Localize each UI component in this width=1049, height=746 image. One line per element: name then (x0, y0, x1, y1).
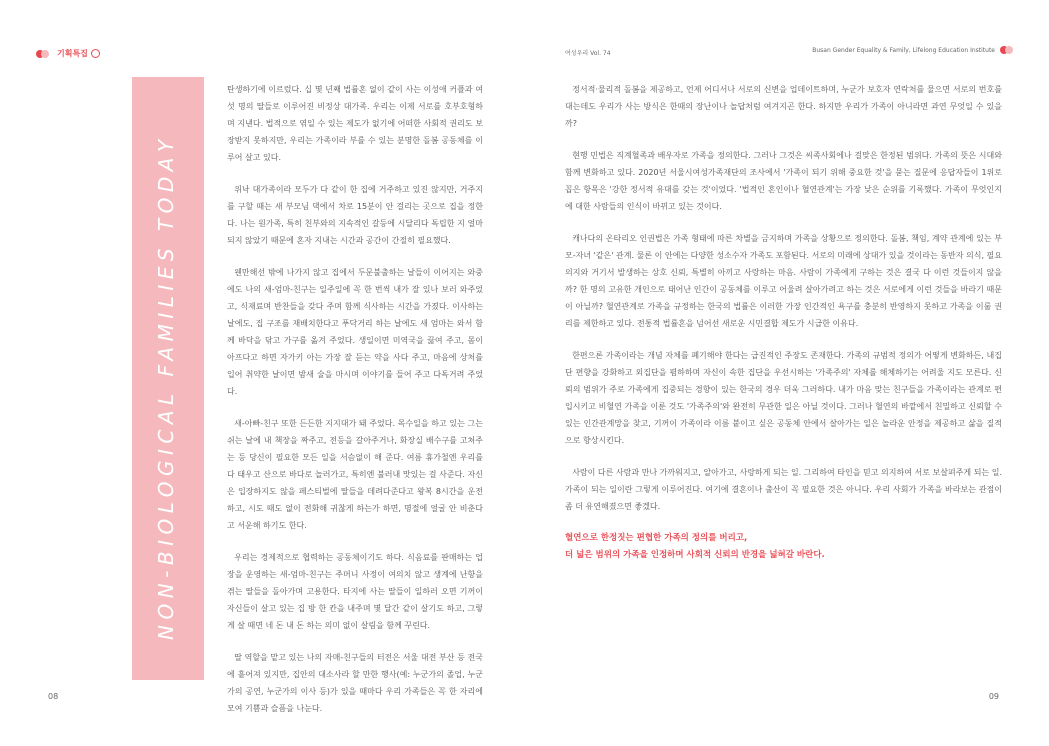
section-title: 기획특집 (57, 49, 88, 58)
paragraph: 사람이 다른 사람과 만나 가까워지고, 알아가고, 사랑하게 되는 일. 그리하여 타인을 믿고 의지하여 서로 보살펴주게 되는 일. 가족이 되는 일이란 그렇게 이루어진다. 여기에 결혼이나 출산이 꼭 필요한 것은 아니다. 우리 사회가 가족을 바라보는 관점이 좀 더 유연해졌으면 좋겠다. (565, 468, 1002, 511)
circle-icon (91, 49, 100, 58)
highlight-quote (565, 530, 1002, 564)
left-column (227, 81, 483, 732)
institute-header (812, 46, 1013, 54)
paragraph: 현행 민법은 직계혈족과 배우자로 가족을 정의한다. 그러나 그것은 씨족사회에나 걸맞은 한정된 범위다. 가족의 뜻은 시대와 함께 변화하고 있다. 2020년 서울시여성가족재단의 조사에서 '가족이 되기 위해 중요한 것'을 묻는 질문에 응답자들이 1위로 꼽은 항목은 '강한 정서적 유대를 갖는 것'이었다. '법적인 혼인이나 혈연관계'는 가장 낮은 순위를 기록했다. 가족이 무엇인지에 대한 사람들의 인식이 바뀌고 있는 것이다. (565, 151, 1002, 211)
highlight-line: 혈연으로 한정짓는 편협한 가족의 정의를 버리고, (565, 533, 748, 543)
section-header (36, 48, 100, 59)
pink-dot-icon (41, 50, 49, 58)
side-title: NON-BIOLOGICAL FAMILIES TODAY (154, 134, 178, 640)
paragraph: 정서적·물리적 돌봄을 제공하고, 언제 어디서나 서로의 신변을 업데이트하며, 누군가 보호자 연락처를 물으면 서로의 번호를 대는데도 우리가 사는 방식은 한때의 장난이나 놀답처럼 여겨지곤 한다. 하지만 우리가 가족이 아니라면 과연 무엇일 수 있을까? (565, 85, 1002, 128)
paragraph: 탄생하기에 이르렀다. 십 몇 년째 법률혼 없이 같이 사는 이성애 커플과 여섯 명의 딸들로 이루어진 비정상 대가족. 우리는 이제 서로를 호부호형하며 지낸다. 법적으로 엮일 수 있는 제도가 없기에 어떠한 사회적 권리도 보장받지 못하지만, 우리는 가족이라 부를 수 있는 분명한 돌봄 공동체를 이루어 살고 있다. (227, 85, 483, 162)
paragraph: 캐나다의 온타리오 인권법은 가족 형태에 따른 차별을 금지하며 가족을 상황으로 정의한다. 돌봄, 책임, 계약 관계에 있는 부모-자녀 '같은' 관계. 물론 이 안에는 다양한 성소수자 가족도 포함된다. 서로의 미래에 상대가 있을 것이라는 동반자 의식, 필요 의지와 거기서 발생하는 상호 신뢰, 특별히 아끼고 사랑하는 마음. 사람이 가족에게 구하는 것은 결국 다 이런 것들이지 않을까? 한 명의 고유한 개인으로 태어난 인간이 공동체를 이루고 어울려 살아가려고 하는 것은 서로에게 이런 것들을 바라기 때문이 아닐까? 혈연관계로 가족을 규정하는 한국의 법률은 이러한 가장 인간적인 욕구를 충분히 반영하지 못하고 가족을 이룰 권리를 제한하고 있다. 전통적 법률혼을 넘어선 새로운 시민결합 제도가 시급한 이유다. (565, 234, 1002, 328)
paragraph: 위낙 대가족이라 모두가 다 같이 한 집에 거주하고 있진 않지만, 거주지를 구할 때는 새 부모님 댁에서 차로 15분이 안 걸리는 곳으로 집을 정한다. 나는 원가족, 특히 친부와의 지속적인 갈등에 시달리다 독립한 지 얼마 되지 않았기 때문에 혼자 지내는 시간과 공간이 간절히 필요했다. (227, 185, 483, 245)
paragraph: 딸 역할을 맡고 있는 나의 자매-친구들의 터전은 서울 대전 부산 등 전국에 흩어져 있지만, 집안의 대소사라 할 만한 행사(예: 누군가의 졸업, 누군가의 공연, 누군가의 이사 등)가 있을 때마다 우리 가족들은 꼭 한 자리에 모여 기쁨과 슬픔을 나눈다. (227, 653, 483, 713)
paragraph: 웬만해선 밖에 나가지 않고 집에서 두문불출하는 날들이 이어지는 와중에도 나의 새-엄마-친구는 일주일에 꼭 한 번씩 내가 잘 있나 보러 와주었고, 식재료며 반찬들을 갖다 주며 함께 식사하는 시간을 가졌다. 이사하는 날에도, 집 구조를 재배치한다고 푸닥거리 하는 날에도 새 엄마는 와서 함께 바닥을 닦고 가구를 옮겨 주었다. 생일이면 미역국을 끓여 주고, 몸이 아프다고 하면 자가키 아는 가장 잘 듣는 약을 사다 주고, 마음에 상처를 입어 취약한 날이면 밤새 술을 마시며 이야기를 들어 주고 다독거려 주었다. (227, 268, 483, 396)
institute-name: Busan Gender Equality & Family, Lifelong Education Institute (812, 46, 995, 54)
dots-decoration (1000, 46, 1013, 54)
paragraph: 한편으론 가족이라는 개념 자체를 폐기해야 한다는 급진적인 주장도 존재한다. 가족의 규범적 정의가 어떻게 변화하든, 내집단 편향을 강화하고 외집단을 폄하하며 자신이 속한 집단을 우선시하는 '가족주의' 자체를 해체하기는 어려울 지도 모른다. 신뢰의 범위가 주로 가족에게 집중되는 경향이 있는 한국의 경우 더욱 그러하다. 내가 마음 맞는 친구들을 가족이라는 관계로 편입시키고 비혈연 가족을 이룬 것도 '가족주의'와 완전히 무관한 일은 아닐 것이다. 그러나 혈연의 바깥에서 친밀하고 신뢰할 수 있는 인간관계망을 찾고, 기꺼이 가족이라 이름 붙이고 싶은 공동체 안에서 살아가는 일은 놀라운 안정을 제공하고 삶을 질적으로 향상시킨다. (565, 351, 1002, 445)
highlight-line: 더 넓은 범위의 가족을 인정하며 사회적 신뢰의 반경을 넓혀갈 바란다. (565, 550, 825, 560)
paragraph: 우리는 경제적으로 협력하는 공동체이기도 하다. 식음료를 판매하는 업장을 운영하는 새-엄마-친구는 주머니 사정이 여의치 않고 생계에 난항을 겪는 딸들을 돌아가며 고용한다. 타지에 사는 딸들이 일하러 오면 기꺼이 자신들이 살고 있는 집 방 한 칸을 내주며 몇 달간 같이 살기도 하고, 그렇게 살 때면 네 돈 내 돈 하는 의미 없이 살림을 함께 꾸린다. (227, 553, 483, 630)
page-number-left: 08 (48, 692, 59, 701)
page-number-right: 09 (988, 692, 999, 701)
paragraph: 새-아빠-친구 또한 든든한 지지대가 돼 주었다. 목수일을 하고 있는 그는 쉬는 날에 내 책장을 짜주고, 전등을 갈아주거나, 화장실 배수구를 고쳐주는 등 당신이 필요한 모든 일을 서슴없이 해 준다. 여름 휴가철엔 우리를 다 태우고 산으로 바다로 놀러가고, 특히엔 불러내 맛있는 걸 사준다. 자신은 입장하지도 않을 페스티벌에 딸들을 데려다준다고 왕복 8시간을 운전하고, 시도 때도 없이 전화해 귀찮게 하는가 하면, 명절에 얼굴 안 비춘다고 서운해 하기도 한다. (227, 419, 483, 530)
magazine-title: 여성우리 Vol. 74 (565, 50, 611, 57)
right-column (565, 81, 1002, 564)
pink-dot-icon (1005, 46, 1013, 54)
